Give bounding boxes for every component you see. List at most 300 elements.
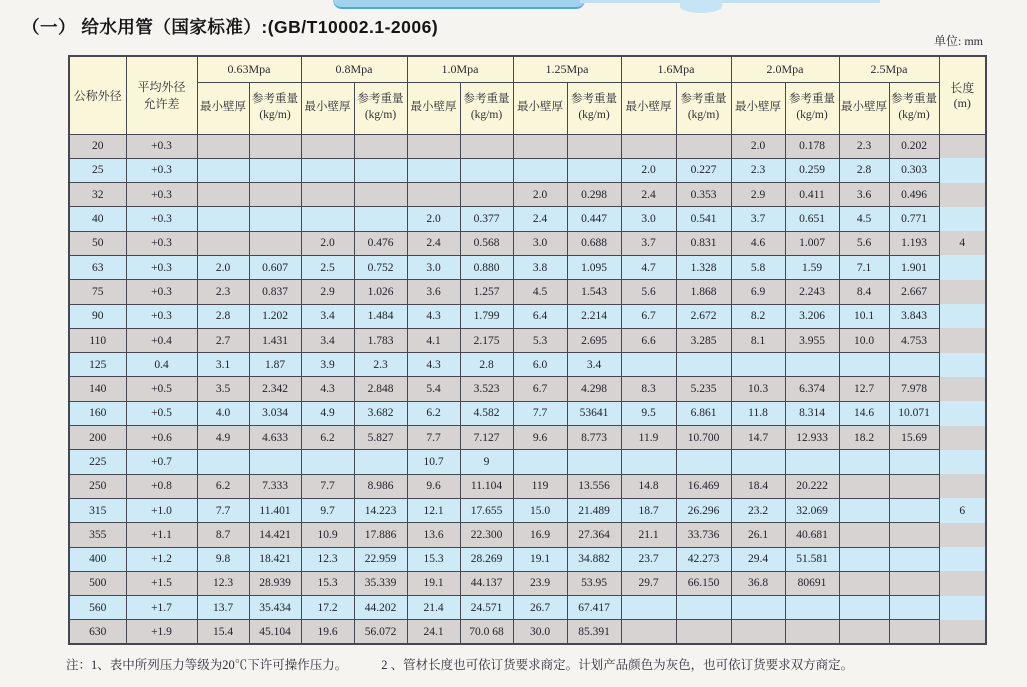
cell-value: 26.1 xyxy=(731,523,785,547)
cell-value: 17.886 xyxy=(354,523,407,547)
cell-value: 1.193 xyxy=(889,231,939,255)
cell-value: 0.688 xyxy=(567,231,621,255)
header-tolerance-line2: 允许差 xyxy=(143,97,180,112)
cell-value: 35.434 xyxy=(249,596,301,620)
cell-value: 53641 xyxy=(567,401,621,425)
header-min-wall: 最小壁厚 xyxy=(301,82,354,134)
table-row xyxy=(69,231,986,255)
cell-value: 18.4 xyxy=(731,474,785,498)
cell-value: 9.5 xyxy=(621,401,676,425)
cell-value: 12.7 xyxy=(839,377,889,401)
cell-value: 0.752 xyxy=(354,255,407,279)
header-ref-weight: 参考重量 (kg/m) xyxy=(889,82,939,134)
cell-value xyxy=(301,134,354,158)
cell-value: 8.1 xyxy=(731,328,785,352)
cell-value: 2.667 xyxy=(889,280,939,304)
cell-value: 6.374 xyxy=(785,377,839,401)
cell-value xyxy=(839,523,889,547)
cell-value: 1.431 xyxy=(249,328,301,352)
cell-value: 2.342 xyxy=(249,377,301,401)
cell-value xyxy=(621,450,676,474)
cell-value: 2.3 xyxy=(197,280,249,304)
cell-nominal-diameter: 225 xyxy=(69,450,126,474)
cell-nominal-diameter: 315 xyxy=(69,498,126,522)
cell-value: 34.882 xyxy=(567,547,621,571)
cell-value: 4.6 xyxy=(731,231,785,255)
cell-value: 3.682 xyxy=(354,401,407,425)
cell-value: 1.901 xyxy=(889,255,939,279)
cell-value: 17.2 xyxy=(301,596,354,620)
cell-length xyxy=(939,183,986,207)
cell-value: 15.69 xyxy=(889,426,939,450)
cell-value: 16.9 xyxy=(513,523,567,547)
cell-value xyxy=(889,353,939,377)
header-ref-weight: 参考重量 (kg/m) xyxy=(354,82,407,134)
table-row xyxy=(69,571,986,595)
cell-value: 5.8 xyxy=(731,255,785,279)
cell-value: 0.651 xyxy=(785,207,839,231)
table-row xyxy=(69,401,986,425)
cell-value: 2.4 xyxy=(407,231,460,255)
header-length-line2: (m) xyxy=(953,96,971,111)
cell-value: 24.1 xyxy=(407,620,460,644)
cell-value: 8.773 xyxy=(567,426,621,450)
cell-value: 10.7 xyxy=(407,450,460,474)
cell-value: 36.8 xyxy=(731,571,785,595)
cell-value: 28.269 xyxy=(460,547,513,571)
cell-value xyxy=(407,134,460,158)
cell-length: 4 xyxy=(939,231,986,255)
page-title: （一） 给水用管（国家标准）:(GB/T10002.1-2006) xyxy=(22,17,439,37)
cell-length xyxy=(939,377,986,401)
table-row xyxy=(69,426,986,450)
cell-length xyxy=(939,523,986,547)
cell-value: 2.0 xyxy=(513,183,567,207)
pipe-spec-table xyxy=(68,55,987,645)
cell-value: 9.8 xyxy=(197,547,249,571)
cell-value: 3.6 xyxy=(839,183,889,207)
cell-length xyxy=(939,596,986,620)
table-row xyxy=(69,255,986,279)
cell-value xyxy=(889,620,939,644)
cell-tolerance: +0.3 xyxy=(126,280,197,304)
cell-value: 4.9 xyxy=(301,401,354,425)
decorative-blue-pill xyxy=(333,0,585,9)
header-group-0.8mpa: 0.8Mpa xyxy=(301,56,407,82)
cell-value: 11.401 xyxy=(249,498,301,522)
cell-value xyxy=(621,596,676,620)
cell-value: 21.4 xyxy=(407,596,460,620)
header-ref-weight: 参考重量 (kg/m) xyxy=(460,82,513,134)
cell-tolerance: +0.8 xyxy=(126,474,197,498)
cell-value: 3.0 xyxy=(513,231,567,255)
cell-length xyxy=(939,134,986,158)
header-ref-weight: 参考重量 (kg/m) xyxy=(676,82,731,134)
cell-value: 6.6 xyxy=(621,328,676,352)
cell-value: 23.9 xyxy=(513,571,567,595)
cell-value: 13.7 xyxy=(197,596,249,620)
cell-tolerance: +0.5 xyxy=(126,401,197,425)
cell-value: 23.2 xyxy=(731,498,785,522)
header-tolerance xyxy=(126,56,197,134)
cell-value: 6.7 xyxy=(621,304,676,328)
pipe-spec-table-wrap xyxy=(68,55,987,645)
cell-value: 14.421 xyxy=(249,523,301,547)
header-min-wall: 最小壁厚 xyxy=(621,82,676,134)
cell-length xyxy=(939,328,986,352)
cell-value xyxy=(407,183,460,207)
cell-value: 0.227 xyxy=(676,158,731,182)
cell-value: 13.6 xyxy=(407,523,460,547)
unit-label: 单位: mm xyxy=(933,34,983,48)
cell-value: 5.235 xyxy=(676,377,731,401)
cell-value: 10.3 xyxy=(731,377,785,401)
cell-value: 0.447 xyxy=(567,207,621,231)
cell-value: 1.783 xyxy=(354,328,407,352)
cell-value: 3.9 xyxy=(301,353,354,377)
table-row xyxy=(69,547,986,571)
cell-nominal-diameter: 400 xyxy=(69,547,126,571)
cell-value: 4.298 xyxy=(567,377,621,401)
cell-length xyxy=(939,547,986,571)
cell-nominal-diameter: 20 xyxy=(69,134,126,158)
cell-value: 22.300 xyxy=(460,523,513,547)
footnote-2: 2 、管材长度也可依订货要求商定。计划产品颜色为灰色，也可依订货要求双方商定。 xyxy=(381,658,854,672)
header-min-wall: 最小壁厚 xyxy=(407,82,460,134)
cell-value: 80691 xyxy=(785,571,839,595)
cell-value: 6.4 xyxy=(513,304,567,328)
cell-nominal-diameter: 160 xyxy=(69,401,126,425)
cell-value xyxy=(197,134,249,158)
cell-tolerance: +0.7 xyxy=(126,450,197,474)
cell-value: 9.7 xyxy=(301,498,354,522)
cell-value: 17.655 xyxy=(460,498,513,522)
cell-value xyxy=(621,134,676,158)
cell-length xyxy=(939,426,986,450)
cell-value xyxy=(839,498,889,522)
table-row xyxy=(69,158,986,182)
cell-value: 3.034 xyxy=(249,401,301,425)
cell-value: 2.5 xyxy=(301,255,354,279)
table-row xyxy=(69,377,986,401)
cell-value: 5.827 xyxy=(354,426,407,450)
cell-tolerance: +0.3 xyxy=(126,207,197,231)
cell-value xyxy=(354,158,407,182)
cell-tolerance: +0.3 xyxy=(126,183,197,207)
cell-value: 12.933 xyxy=(785,426,839,450)
cell-value: 2.0 xyxy=(407,207,460,231)
cell-value xyxy=(249,134,301,158)
cell-value: 2.9 xyxy=(731,183,785,207)
header-ref-weight: 参考重量 (kg/m) xyxy=(249,82,301,134)
cell-tolerance: +0.3 xyxy=(126,158,197,182)
cell-value xyxy=(839,450,889,474)
cell-value: 7.333 xyxy=(249,474,301,498)
cell-value: 4.3 xyxy=(301,377,354,401)
cell-value xyxy=(301,183,354,207)
cell-value: 2.695 xyxy=(567,328,621,352)
cell-value: 21.1 xyxy=(621,523,676,547)
cell-value: 7.1 xyxy=(839,255,889,279)
cell-value xyxy=(301,158,354,182)
cell-nominal-diameter: 32 xyxy=(69,183,126,207)
cell-value: 3.8 xyxy=(513,255,567,279)
cell-nominal-diameter: 560 xyxy=(69,596,126,620)
cell-value: 45.104 xyxy=(249,620,301,644)
cell-value xyxy=(407,158,460,182)
cell-value: 6.9 xyxy=(731,280,785,304)
cell-value: 2.8 xyxy=(839,158,889,182)
cell-value: 4.9 xyxy=(197,426,249,450)
cell-length xyxy=(939,401,986,425)
footnote-1: 注：1、表中所列压力等级为20℃下许可操作压力。 xyxy=(66,658,348,672)
cell-value: 0.771 xyxy=(889,207,939,231)
cell-value: 2.8 xyxy=(460,353,513,377)
table-row xyxy=(69,523,986,547)
cell-value xyxy=(197,450,249,474)
cell-nominal-diameter: 250 xyxy=(69,474,126,498)
table-row xyxy=(69,620,986,644)
cell-value xyxy=(249,183,301,207)
header-min-wall: 最小壁厚 xyxy=(513,82,567,134)
cell-value: 9.6 xyxy=(407,474,460,498)
cell-value: 3.523 xyxy=(460,377,513,401)
cell-value: 33.736 xyxy=(676,523,731,547)
cell-tolerance: +0.3 xyxy=(126,231,197,255)
cell-value xyxy=(889,474,939,498)
cell-value xyxy=(785,353,839,377)
cell-value: 15.3 xyxy=(407,547,460,571)
cell-tolerance: +0.3 xyxy=(126,134,197,158)
cell-value xyxy=(731,596,785,620)
cell-value: 0.568 xyxy=(460,231,513,255)
cell-value xyxy=(354,450,407,474)
cell-value: 2.175 xyxy=(460,328,513,352)
cell-value xyxy=(785,620,839,644)
cell-tolerance: +1.2 xyxy=(126,547,197,571)
cell-value: 14.6 xyxy=(839,401,889,425)
header-min-wall: 最小壁厚 xyxy=(839,82,889,134)
cell-length xyxy=(939,280,986,304)
cell-length xyxy=(939,620,986,644)
cell-value: 0.476 xyxy=(354,231,407,255)
cell-tolerance: +0.4 xyxy=(126,328,197,352)
cell-value xyxy=(197,158,249,182)
cell-nominal-diameter: 500 xyxy=(69,571,126,595)
cell-value: 9 xyxy=(460,450,513,474)
cell-value xyxy=(785,596,839,620)
header-min-wall: 最小壁厚 xyxy=(731,82,785,134)
cell-value: 7.7 xyxy=(197,498,249,522)
table-body xyxy=(69,134,986,644)
cell-value: 20.222 xyxy=(785,474,839,498)
table-row xyxy=(69,353,986,377)
cell-value: 0.837 xyxy=(249,280,301,304)
cell-value xyxy=(197,231,249,255)
cell-value: 1.868 xyxy=(676,280,731,304)
cell-value: 23.7 xyxy=(621,547,676,571)
cell-value xyxy=(676,596,731,620)
cell-value: 0.377 xyxy=(460,207,513,231)
header-group-1.0mpa: 1.0Mpa xyxy=(407,56,513,82)
cell-value: 1.59 xyxy=(785,255,839,279)
cell-value xyxy=(513,158,567,182)
cell-tolerance: +0.6 xyxy=(126,426,197,450)
table-row xyxy=(69,328,986,352)
cell-value xyxy=(567,134,621,158)
cell-nominal-diameter: 40 xyxy=(69,207,126,231)
cell-value: 3.843 xyxy=(889,304,939,328)
cell-value: 11.8 xyxy=(731,401,785,425)
cell-nominal-diameter: 63 xyxy=(69,255,126,279)
cell-tolerance: +0.3 xyxy=(126,304,197,328)
cell-value: 24.571 xyxy=(460,596,513,620)
cell-value xyxy=(301,450,354,474)
cell-value: 26.296 xyxy=(676,498,731,522)
cell-length xyxy=(939,450,986,474)
cell-value: 40.681 xyxy=(785,523,839,547)
cell-value: 7.7 xyxy=(407,426,460,450)
cell-value: 4.5 xyxy=(839,207,889,231)
cell-nominal-diameter: 140 xyxy=(69,377,126,401)
cell-value: 3.4 xyxy=(301,328,354,352)
cell-nominal-diameter: 125 xyxy=(69,353,126,377)
cell-value: 56.072 xyxy=(354,620,407,644)
cell-value: 2.672 xyxy=(676,304,731,328)
cell-length xyxy=(939,158,986,182)
cell-value xyxy=(889,498,939,522)
header-nominal-diameter: 公称外径 xyxy=(69,56,126,134)
cell-value xyxy=(249,450,301,474)
cell-value: 8.3 xyxy=(621,377,676,401)
cell-value: 0.607 xyxy=(249,255,301,279)
table-row xyxy=(69,450,986,474)
cell-value: 6.861 xyxy=(676,401,731,425)
cell-value xyxy=(889,596,939,620)
cell-value: 0.259 xyxy=(785,158,839,182)
cell-value: 8.7 xyxy=(197,523,249,547)
cell-value xyxy=(567,158,621,182)
cell-tolerance: +1.5 xyxy=(126,571,197,595)
cell-value: 1.87 xyxy=(249,353,301,377)
cell-value: 2.4 xyxy=(621,183,676,207)
header-length xyxy=(939,56,986,134)
table-row xyxy=(69,207,986,231)
cell-value xyxy=(839,596,889,620)
cell-value: 16.469 xyxy=(676,474,731,498)
cell-value: 7.7 xyxy=(301,474,354,498)
cell-value: 85.391 xyxy=(567,620,621,644)
cell-tolerance: +1.7 xyxy=(126,596,197,620)
cell-value: 119 xyxy=(513,474,567,498)
cell-value: 2.3 xyxy=(354,353,407,377)
cell-value xyxy=(731,620,785,644)
cell-value: 2.0 xyxy=(301,231,354,255)
cell-value: 2.3 xyxy=(839,134,889,158)
cell-value: 4.3 xyxy=(407,353,460,377)
cell-value: 15.4 xyxy=(197,620,249,644)
cell-value xyxy=(249,158,301,182)
cell-value: 3.4 xyxy=(567,353,621,377)
cell-value: 7.7 xyxy=(513,401,567,425)
cell-length: 6 xyxy=(939,498,986,522)
cell-value: 14.223 xyxy=(354,498,407,522)
cell-tolerance: 0.4 xyxy=(126,353,197,377)
cell-nominal-diameter: 110 xyxy=(69,328,126,352)
cell-value: 10.700 xyxy=(676,426,731,450)
cell-value: 2.7 xyxy=(197,328,249,352)
cell-value: 1.026 xyxy=(354,280,407,304)
cell-value: 2.0 xyxy=(197,255,249,279)
cell-value: 2.9 xyxy=(301,280,354,304)
cell-value: 15.0 xyxy=(513,498,567,522)
cell-value: 3.285 xyxy=(676,328,731,352)
cell-value xyxy=(301,207,354,231)
cell-value xyxy=(889,523,939,547)
header-sub-row xyxy=(69,82,986,134)
cell-value: 3.7 xyxy=(621,231,676,255)
cell-value: 12.3 xyxy=(197,571,249,595)
table-row xyxy=(69,474,986,498)
cell-tolerance: +0.5 xyxy=(126,377,197,401)
table-row xyxy=(69,183,986,207)
cell-value: 13.556 xyxy=(567,474,621,498)
cell-value: 0.411 xyxy=(785,183,839,207)
cell-value: 67.417 xyxy=(567,596,621,620)
cell-value: 19.1 xyxy=(407,571,460,595)
cell-value: 8.2 xyxy=(731,304,785,328)
cell-value: 10.071 xyxy=(889,401,939,425)
cell-value: 35.339 xyxy=(354,571,407,595)
cell-value: 4.633 xyxy=(249,426,301,450)
header-ref-weight: 参考重量 (kg/m) xyxy=(567,82,621,134)
cell-value: 12.1 xyxy=(407,498,460,522)
table-row xyxy=(69,498,986,522)
cell-value: 1.257 xyxy=(460,280,513,304)
cell-value: 11.104 xyxy=(460,474,513,498)
header-group-0.63mpa: 0.63Mpa xyxy=(197,56,301,82)
cell-length xyxy=(939,207,986,231)
cell-value: 14.8 xyxy=(621,474,676,498)
cell-value xyxy=(354,207,407,231)
cell-value: 1.543 xyxy=(567,280,621,304)
header-group-row xyxy=(69,56,986,82)
cell-value: 7.978 xyxy=(889,377,939,401)
cell-length xyxy=(939,255,986,279)
cell-value: 4.0 xyxy=(197,401,249,425)
cell-value: 15.3 xyxy=(301,571,354,595)
cell-value xyxy=(197,207,249,231)
cell-value: 29.7 xyxy=(621,571,676,595)
cell-value: 21.489 xyxy=(567,498,621,522)
cell-value xyxy=(731,353,785,377)
cell-value: 2.8 xyxy=(197,304,249,328)
cell-value: 0.298 xyxy=(567,183,621,207)
cell-value: 3.0 xyxy=(621,207,676,231)
cell-nominal-diameter: 200 xyxy=(69,426,126,450)
cell-length xyxy=(939,474,986,498)
header-group-1.6mpa: 1.6Mpa xyxy=(621,56,731,82)
cell-value: 0.303 xyxy=(889,158,939,182)
cell-value: 18.2 xyxy=(839,426,889,450)
cell-value xyxy=(354,134,407,158)
cell-value: 44.137 xyxy=(460,571,513,595)
cell-value xyxy=(513,450,567,474)
cell-value: 0.353 xyxy=(676,183,731,207)
cell-value: 0.831 xyxy=(676,231,731,255)
cell-value xyxy=(889,547,939,571)
cell-value xyxy=(839,620,889,644)
